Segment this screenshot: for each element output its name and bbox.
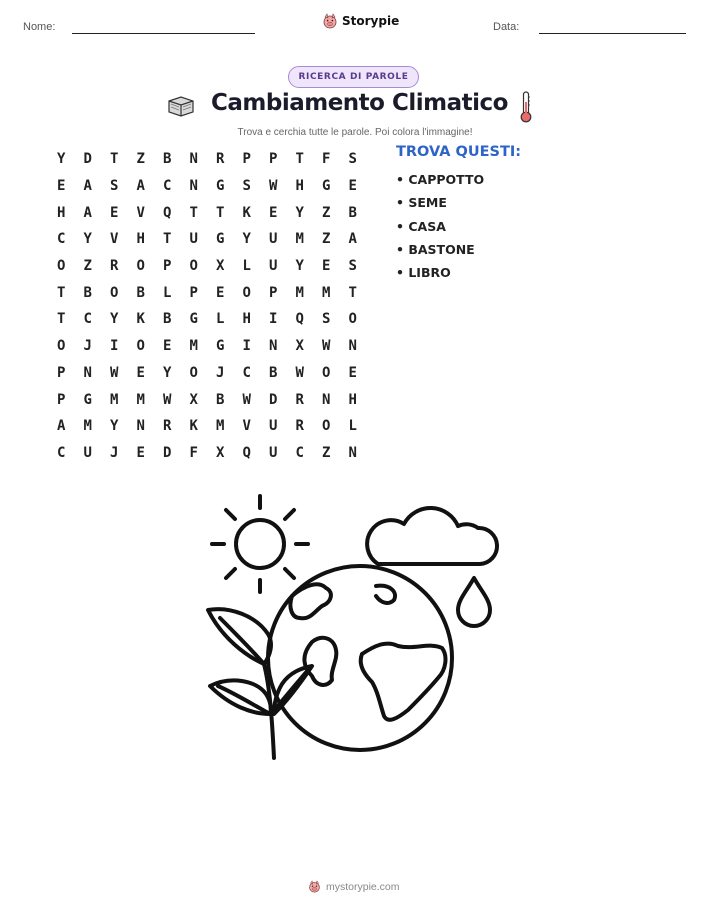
grid-letter[interactable]: S	[110, 178, 119, 195]
grid-letter[interactable]: G	[216, 178, 225, 195]
grid-letter[interactable]: I	[110, 338, 119, 355]
grid-letter[interactable]: O	[242, 284, 251, 301]
grid-letter[interactable]: J	[216, 364, 225, 381]
grid-letter[interactable]: N	[269, 338, 278, 355]
grid-letter[interactable]: S	[322, 311, 331, 328]
grid-letter[interactable]: O	[57, 338, 66, 355]
grid-letter[interactable]: N	[136, 418, 145, 435]
activity-type-badge: RICERCA DI PAROLE	[288, 66, 419, 88]
grid-letter[interactable]: Y	[110, 311, 119, 328]
grid-letter[interactable]: U	[269, 258, 278, 275]
grid-letter[interactable]: Y	[242, 231, 251, 248]
grid-letter[interactable]: E	[322, 258, 331, 275]
grid-letter[interactable]: Q	[163, 204, 172, 221]
grid-letter[interactable]: P	[57, 364, 66, 381]
grid-letter[interactable]: Z	[322, 204, 331, 221]
grid-letter[interactable]: W	[322, 338, 331, 355]
grid-letter[interactable]: X	[189, 391, 198, 408]
word-list-item: • LIBRO	[396, 265, 451, 281]
grid-letter[interactable]: G	[216, 231, 225, 248]
word-list-item: • BASTONE	[396, 241, 475, 257]
grid-letter[interactable]: J	[83, 338, 92, 355]
grid-letter[interactable]: B	[163, 311, 172, 328]
grid-letter[interactable]: H	[242, 311, 251, 328]
earth-sun-cloud-plant-illustration	[200, 488, 510, 768]
grid-letter[interactable]: K	[242, 204, 251, 221]
grid-letter[interactable]: T	[295, 151, 304, 168]
grid-letter[interactable]: P	[269, 151, 278, 168]
grid-letter[interactable]: Y	[295, 204, 304, 221]
pig-logo-icon	[322, 13, 338, 29]
grid-row	[48, 386, 366, 413]
grid-letter[interactable]: O	[110, 284, 119, 301]
cloud-icon	[367, 508, 497, 564]
grid-letter[interactable]: F	[322, 151, 331, 168]
grid-letter[interactable]: M	[216, 418, 225, 435]
grid-letter[interactable]: T	[189, 204, 198, 221]
grid-letter[interactable]: S	[348, 258, 357, 275]
grid-letter[interactable]: U	[269, 231, 278, 248]
grid-letter[interactable]: E	[216, 284, 225, 301]
grid-letter[interactable]: Q	[295, 311, 304, 328]
grid-letter[interactable]: Z	[322, 444, 331, 461]
grid-letter[interactable]: N	[189, 151, 198, 168]
grid-letter[interactable]: N	[322, 391, 331, 408]
grid-letter[interactable]: E	[136, 444, 145, 461]
instructions: Trova e cerchia tutte le parole. Poi colora l'immagine!	[237, 127, 473, 138]
grid-letter[interactable]: R	[110, 258, 119, 275]
grid-letter[interactable]: I	[242, 338, 251, 355]
grid-letter[interactable]: K	[189, 418, 198, 435]
grid-letter[interactable]: X	[295, 338, 304, 355]
grid-letter[interactable]: W	[163, 391, 172, 408]
word-list	[396, 172, 484, 288]
grid-letter[interactable]: R	[216, 151, 225, 168]
date-line[interactable]	[539, 33, 686, 34]
footer-site[interactable]: mystorypie.com	[326, 880, 400, 893]
grid-letter[interactable]: E	[163, 338, 172, 355]
grid-letter[interactable]: E	[348, 178, 357, 195]
grid-letter[interactable]: P	[189, 284, 198, 301]
grid-letter[interactable]: A	[57, 418, 66, 435]
grid-letter[interactable]: S	[348, 151, 357, 168]
grid-row	[48, 253, 366, 280]
grid-letter[interactable]: C	[163, 178, 172, 195]
grid-letter[interactable]: H	[295, 178, 304, 195]
grid-letter[interactable]: M	[295, 231, 304, 248]
grid-letter[interactable]: F	[189, 444, 198, 461]
grid-letter[interactable]: D	[163, 444, 172, 461]
grid-letter[interactable]: N	[189, 178, 198, 195]
grid-letter[interactable]: E	[269, 204, 278, 221]
grid-letter[interactable]: L	[216, 311, 225, 328]
grid-letter[interactable]: B	[136, 284, 145, 301]
grid-letter[interactable]: M	[295, 284, 304, 301]
grid-letter[interactable]: H	[57, 204, 66, 221]
grid-letter[interactable]: P	[163, 258, 172, 275]
book-icon	[166, 95, 196, 117]
footer	[308, 880, 400, 893]
grid-row	[48, 226, 366, 253]
word-list-item: • CAPPOTTO	[396, 172, 485, 187]
earth-icon	[268, 566, 452, 750]
grid-letter[interactable]: U	[269, 444, 278, 461]
raindrop-icon	[458, 578, 490, 626]
grid-letter[interactable]: W	[242, 391, 251, 408]
grid-letter[interactable]: M	[136, 391, 145, 408]
thermometer-icon	[519, 90, 533, 124]
grid-row	[48, 173, 366, 200]
grid-letter[interactable]: X	[216, 444, 225, 461]
grid-row	[48, 306, 366, 333]
grid-letter[interactable]: R	[295, 391, 304, 408]
grid-letter[interactable]: Y	[295, 258, 304, 275]
grid-row	[48, 199, 366, 226]
word-list-item: • SEME	[396, 195, 447, 211]
grid-letter[interactable]: Q	[242, 444, 251, 461]
grid-row	[48, 360, 366, 387]
grid-letter[interactable]: B	[269, 364, 278, 381]
grid-letter[interactable]: L	[242, 258, 251, 275]
brand-logo	[322, 13, 399, 29]
grid-letter[interactable]: A	[348, 231, 357, 248]
grid-letter[interactable]: M	[322, 284, 331, 301]
grid-letter[interactable]: L	[163, 284, 172, 301]
name-line[interactable]	[72, 33, 255, 34]
grid-letter[interactable]: C	[57, 231, 66, 248]
grid-letter[interactable]: T	[163, 231, 172, 248]
grid-letter[interactable]: M	[189, 338, 198, 355]
grid-letter[interactable]: A	[136, 178, 145, 195]
grid-letter[interactable]: K	[136, 311, 145, 328]
grid-letter[interactable]: L	[348, 418, 357, 435]
grid-letter[interactable]: Z	[322, 231, 331, 248]
grid-letter[interactable]: T	[216, 204, 225, 221]
grid-letter[interactable]: R	[295, 418, 304, 435]
grid-letter[interactable]: G	[189, 311, 198, 328]
grid-letter[interactable]: H	[136, 231, 145, 248]
grid-letter[interactable]: W	[110, 364, 119, 381]
grid-letter[interactable]: V	[110, 231, 119, 248]
grid-letter[interactable]: B	[83, 284, 92, 301]
grid-letter[interactable]: O	[189, 258, 198, 275]
grid-letter[interactable]: Z	[136, 151, 145, 168]
brand-name: Storypie	[342, 14, 400, 28]
grid-letter[interactable]: M	[83, 418, 92, 435]
grid-letter[interactable]: C	[57, 444, 66, 461]
grid-letter[interactable]: D	[83, 151, 92, 168]
grid-letter[interactable]: C	[83, 311, 92, 328]
grid-row	[48, 333, 366, 360]
grid-row	[48, 279, 366, 306]
grid-letter[interactable]: T	[57, 311, 66, 328]
grid-letter[interactable]: B	[348, 204, 357, 221]
grid-letter[interactable]: N	[83, 364, 92, 381]
grid-letter[interactable]: S	[242, 178, 251, 195]
grid-letter[interactable]: O	[57, 258, 66, 275]
grid-letter[interactable]: Y	[83, 231, 92, 248]
grid-letter[interactable]: O	[322, 364, 331, 381]
grid-letter[interactable]: B	[163, 151, 172, 168]
page-title: Cambiamento Climatico	[211, 90, 508, 116]
grid-letter[interactable]: V	[242, 418, 251, 435]
name-label: Nome:	[23, 21, 56, 33]
grid-letter[interactable]: P	[269, 284, 278, 301]
grid-letter[interactable]: B	[216, 391, 225, 408]
grid-letter[interactable]: T	[57, 284, 66, 301]
grid-letter[interactable]: P	[242, 151, 251, 168]
grid-letter[interactable]: P	[57, 391, 66, 408]
plant-icon	[208, 609, 312, 758]
pig-logo-icon	[308, 880, 321, 893]
grid-letter[interactable]: R	[163, 418, 172, 435]
grid-row	[48, 440, 366, 467]
grid-letter[interactable]: Y	[57, 151, 66, 168]
grid-letter[interactable]: O	[348, 311, 357, 328]
word-list-title: TROVA QUESTI:	[396, 144, 522, 160]
grid-letter[interactable]: A	[83, 204, 92, 221]
grid-letter[interactable]: X	[216, 258, 225, 275]
grid-letter[interactable]: U	[269, 418, 278, 435]
grid-letter[interactable]: V	[136, 204, 145, 221]
grid-letter[interactable]: O	[322, 418, 331, 435]
grid-letter[interactable]: T	[110, 151, 119, 168]
grid-letter[interactable]: M	[110, 391, 119, 408]
grid-letter[interactable]: I	[269, 311, 278, 328]
grid-letter[interactable]: H	[348, 391, 357, 408]
grid-letter[interactable]: U	[83, 444, 92, 461]
grid-letter[interactable]: A	[83, 178, 92, 195]
grid-letter[interactable]: D	[269, 391, 278, 408]
grid-letter[interactable]: W	[295, 364, 304, 381]
sun-icon	[212, 496, 308, 592]
grid-row	[48, 413, 366, 440]
grid-letter[interactable]: U	[189, 231, 198, 248]
grid-letter[interactable]: C	[242, 364, 251, 381]
grid-letter[interactable]: E	[110, 204, 119, 221]
grid-letter[interactable]: E	[57, 178, 66, 195]
grid-letter[interactable]: O	[136, 258, 145, 275]
grid-letter[interactable]: E	[348, 364, 357, 381]
grid-letter[interactable]: J	[110, 444, 119, 461]
grid-letter[interactable]: Y	[163, 364, 172, 381]
grid-letter[interactable]: G	[322, 178, 331, 195]
grid-letter[interactable]: E	[136, 364, 145, 381]
grid-row	[48, 146, 366, 173]
grid-letter[interactable]: T	[348, 284, 357, 301]
grid-letter[interactable]: N	[348, 338, 357, 355]
grid-letter[interactable]: N	[348, 444, 357, 461]
grid-letter[interactable]: G	[83, 391, 92, 408]
grid-letter[interactable]: Z	[83, 258, 92, 275]
grid-letter[interactable]: Y	[110, 418, 119, 435]
date-label: Data:	[493, 21, 520, 33]
word-list-item: • CASA	[396, 218, 446, 234]
grid-letter[interactable]: O	[189, 364, 198, 381]
grid-letter[interactable]: W	[269, 178, 278, 195]
grid-letter[interactable]: G	[216, 338, 225, 355]
grid-letter[interactable]: C	[295, 444, 304, 461]
word-search-grid[interactable]	[48, 146, 366, 466]
grid-letter[interactable]: O	[136, 338, 145, 355]
